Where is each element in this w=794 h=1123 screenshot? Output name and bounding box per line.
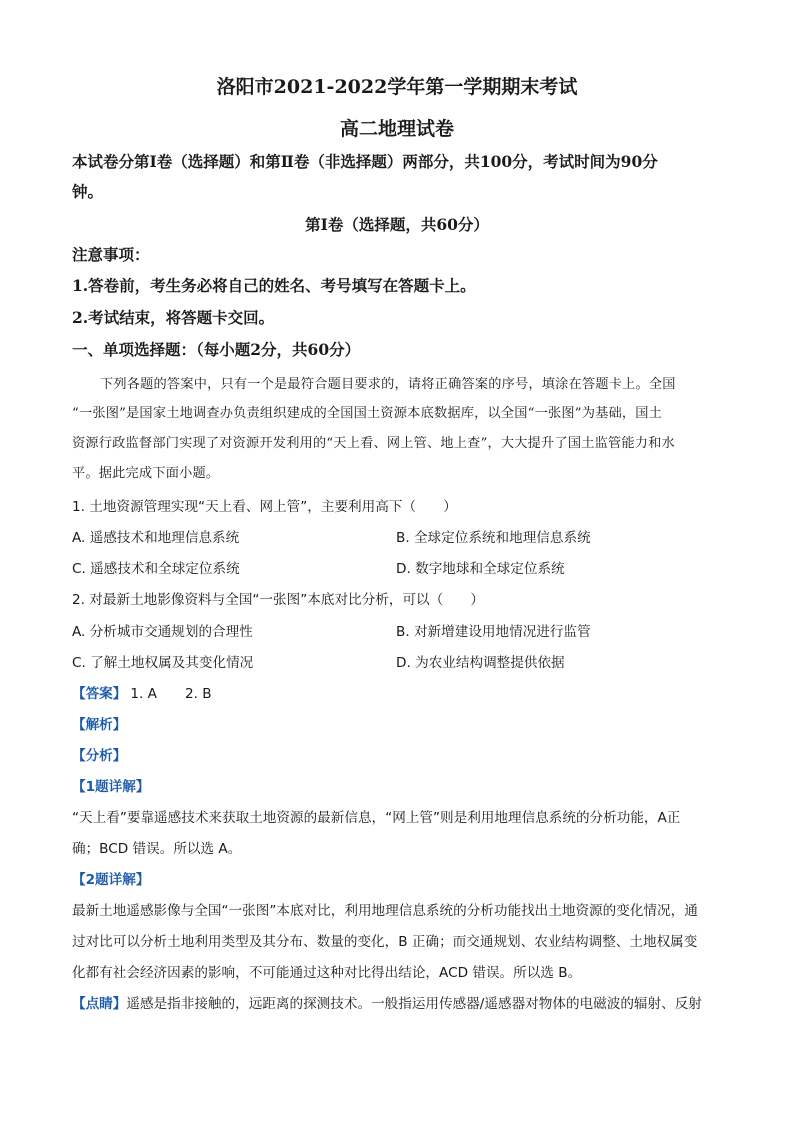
passage-line-4: 平。据此完成下面小题。 xyxy=(72,466,220,481)
question-1-option-d: D. 数字地球和全球定位系统 xyxy=(396,561,565,577)
intro-line-2: 钟。 xyxy=(72,182,104,201)
question-2-option-a: A. 分析城市交通规划的合理性 xyxy=(72,624,253,640)
fenxi-tag: 【分析】 xyxy=(72,748,127,764)
exam-subtitle: 高二地理试卷 xyxy=(339,118,454,140)
part-heading: 一、单项选择题：（每小题2分，共60分） xyxy=(72,340,361,359)
analysis-tag: 【解析】 xyxy=(72,717,127,733)
question-1-options-row-1 xyxy=(72,526,722,546)
exam-title: 洛阳市2021-2022学年第一学期期末考试 xyxy=(216,76,578,98)
question-2-stem: 2. 对最新土地影像资料与全国“一张图”本底对比分析，可以（ ） xyxy=(72,592,484,608)
question-1-stem: 1. 土地资源管理实现“天上看、网上管”，主要利用高下（ ） xyxy=(72,499,457,515)
question-1-option-b: B. 全球定位系统和地理信息系统 xyxy=(396,530,591,546)
intro-line-1: 本试卷分第Ⅰ卷（选择题）和第Ⅱ卷（非选择题）两部分，共100分，考试时间为90分 xyxy=(72,152,658,171)
detail-1-line-2: 确；BCD 错误。所以选 A。 xyxy=(72,841,242,857)
passage-line-3: 资源行政监督部门实现了对资源开发利用的“天上看、网上管、地上查”，大大提升了国土监管能力和水 xyxy=(72,436,675,451)
detail-1-line-1: “天上看”要靠遥感技术来获取土地资源的最新信息，“网上管”则是利用地理信息系统的分析功能，A正 xyxy=(72,810,681,826)
detail-1-tag: 【1题详解】 xyxy=(72,779,150,795)
notes-item-1: 1.答卷前，考生务必将自己的姓名、考号填写在答题卡上。 xyxy=(72,276,476,295)
question-1-options-row-2 xyxy=(72,557,722,577)
detail-2-line-3: 化都有社会经济因素的影响，不可能通过这种对比得出结论，ACD 错误。所以选 B。 xyxy=(72,965,582,981)
dianjing-line xyxy=(72,992,722,1012)
question-2-option-b: B. 对新增建设用地情况进行监管 xyxy=(396,624,591,640)
notes-item-2: 2.考试结束，将答题卡交回。 xyxy=(72,308,275,327)
detail-2-line-2: 过对比可以分析土地利用类型及其分布、数量的变化，B 正确；而交通规划、农业结构调整、土地权属变 xyxy=(72,934,698,950)
question-2-options-row-1 xyxy=(72,620,722,640)
detail-2-tag: 【2题详解】 xyxy=(72,872,150,888)
answer-1: 1. A xyxy=(130,686,157,702)
passage-line-1: 下列各题的答案中，只有一个是最符合题目要求的，请将正确答案的序号，填涂在答题卡上。全国 xyxy=(100,377,676,392)
answer-tag: 【答案】 xyxy=(72,686,127,702)
question-1-option-a: A. 遥感技术和地理信息系统 xyxy=(72,530,240,546)
notes-heading: 注意事项： xyxy=(72,245,150,264)
question-2-option-d: D. 为农业结构调整提供依据 xyxy=(396,655,565,671)
answer-2: 2. B xyxy=(184,686,212,702)
question-1-option-c: C. 遥感技术和全球定位系统 xyxy=(72,561,240,577)
answer-line xyxy=(72,682,722,702)
dianjing-text: 遥感是指非接触的，远距离的探测技术。一般指运用传感器/遥感器对物体的电磁波的辐射、反射 xyxy=(126,996,702,1012)
passage-line-2: “一张图”是国家土地调查办负责组织建成的全国国土资源本底数据库，以全国“一张图”为基础，国土 xyxy=(72,406,663,421)
question-2-option-c: C. 了解土地权属及其变化情况 xyxy=(72,655,254,671)
question-2-options-row-2 xyxy=(72,651,722,671)
dianjing-tag: 【点睛】 xyxy=(72,996,127,1012)
section-title: 第Ⅰ卷（选择题，共60分） xyxy=(305,215,489,234)
detail-2-line-1: 最新土地遥感影像与全国“一张图”本底对比，利用地理信息系统的分析功能找出土地资源的变化情况，通 xyxy=(72,903,698,919)
